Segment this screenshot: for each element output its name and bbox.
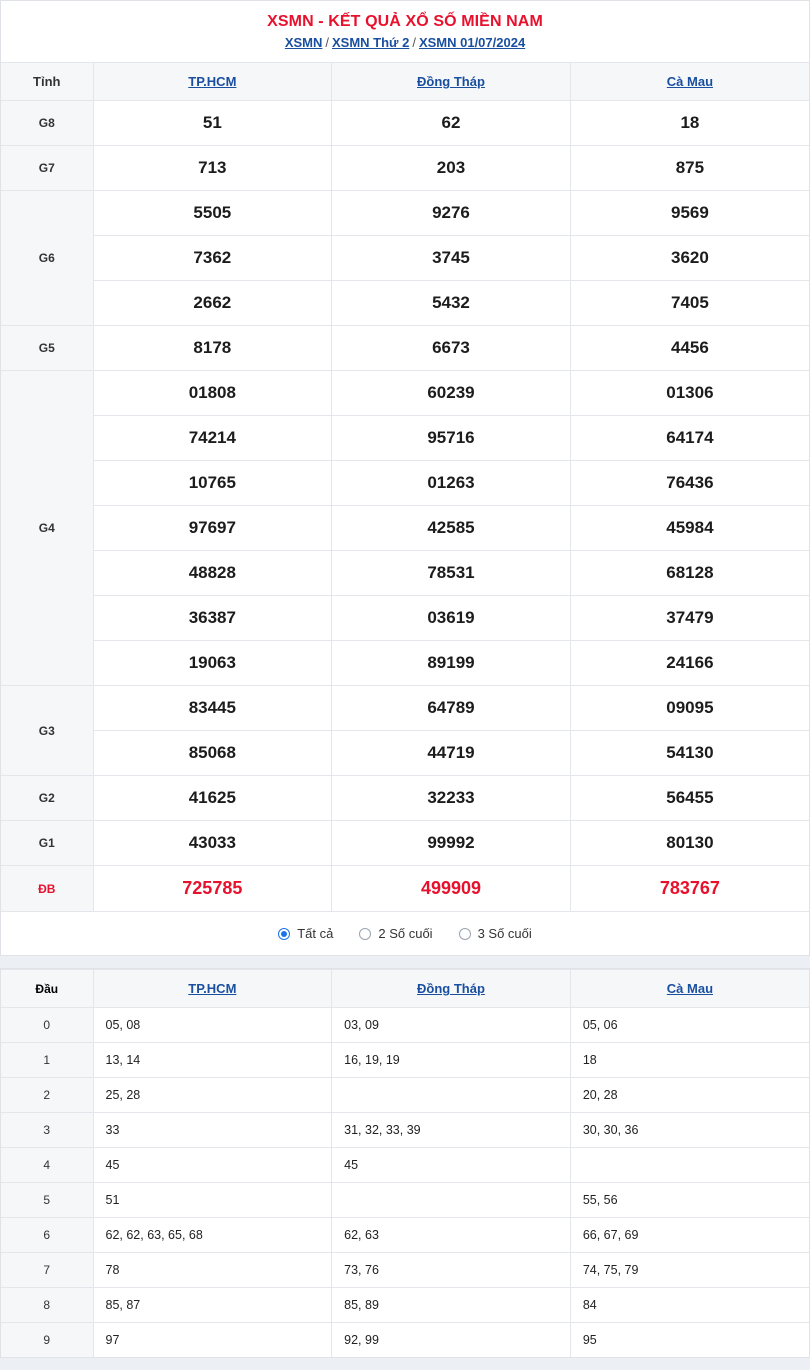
prize-number: 9276 [332, 191, 571, 236]
heads-province-link-tphcm[interactable]: TP.HCM [188, 981, 237, 996]
prize-number: 4456 [570, 326, 809, 371]
list-item [1, 1078, 809, 1113]
head-values: 85, 89 [332, 1288, 571, 1323]
prize-number: 42585 [332, 506, 571, 551]
head-values: 16, 19, 19 [332, 1043, 571, 1078]
results-header-tphcm [93, 63, 332, 101]
filter-label-2-digits: 2 Số cuối [378, 926, 433, 941]
prize-number: 7362 [93, 236, 332, 281]
prize-number: 97697 [93, 506, 332, 551]
head-digit: 6 [1, 1218, 93, 1253]
prize-number: 03619 [332, 596, 571, 641]
prize-number: 783767 [570, 866, 809, 912]
filter-radio-group [1, 911, 809, 955]
prize-number: 54130 [570, 731, 809, 776]
head-values: 78 [93, 1253, 332, 1288]
head-values: 33 [93, 1113, 332, 1148]
prize-number: 99992 [332, 821, 571, 866]
prize-number: 45984 [570, 506, 809, 551]
head-digit: 3 [1, 1113, 93, 1148]
results-header-camau [570, 63, 809, 101]
heads-header-tphcm [93, 970, 332, 1008]
table-row [1, 641, 809, 686]
head-values: 13, 14 [93, 1043, 332, 1078]
results-body [1, 101, 809, 912]
heads-province-link-dongthap[interactable]: Đồng Tháp [417, 981, 485, 996]
table-row [1, 236, 809, 281]
results-header-province-label: Tỉnh [1, 63, 93, 101]
heads-header-dau: Đầu [1, 970, 93, 1008]
heads-header-camau [570, 970, 809, 1008]
head-values: 73, 76 [332, 1253, 571, 1288]
filter-option-3-digits[interactable] [459, 926, 532, 941]
head-digit: 4 [1, 1148, 93, 1183]
province-link-tphcm[interactable]: TP.HCM [188, 74, 237, 89]
prize-number: 7405 [570, 281, 809, 326]
breadcrumb-link-xsmn[interactable]: XSMN [284, 35, 323, 50]
table-row [1, 821, 809, 866]
breadcrumb-separator-1: / [325, 35, 329, 50]
prize-label: ĐB [1, 866, 93, 912]
head-values: 92, 99 [332, 1323, 571, 1358]
breadcrumb-link-weekday[interactable]: XSMN Thứ 2 [332, 35, 410, 50]
prize-number: 203 [332, 146, 571, 191]
head-values: 51 [93, 1183, 332, 1218]
list-item [1, 1148, 809, 1183]
prize-number: 24166 [570, 641, 809, 686]
prize-number: 56455 [570, 776, 809, 821]
filter-label-all: Tất cả [297, 926, 334, 941]
head-values: 45 [332, 1148, 571, 1183]
list-item [1, 1253, 809, 1288]
prize-number: 64789 [332, 686, 571, 731]
prize-number: 41625 [93, 776, 332, 821]
table-row [1, 416, 809, 461]
prize-number: 80130 [570, 821, 809, 866]
head-values [570, 1148, 809, 1183]
head-digit: 7 [1, 1253, 93, 1288]
prize-number: 8178 [93, 326, 332, 371]
prize-number: 68128 [570, 551, 809, 596]
prize-number: 875 [570, 146, 809, 191]
prize-number: 64174 [570, 416, 809, 461]
table-row [1, 461, 809, 506]
results-header-dongthap [332, 63, 571, 101]
breadcrumb [1, 35, 809, 62]
filter-option-2-digits[interactable] [359, 926, 432, 941]
prize-number: 89199 [332, 641, 571, 686]
prize-number: 32233 [332, 776, 571, 821]
results-header-row [1, 63, 809, 101]
prize-label: G7 [1, 146, 93, 191]
prize-number: 76436 [570, 461, 809, 506]
head-values: 25, 28 [93, 1078, 332, 1113]
head-values: 74, 75, 79 [570, 1253, 809, 1288]
table-row [1, 506, 809, 551]
breadcrumb-link-date[interactable]: XSMN 01/07/2024 [418, 35, 526, 50]
head-values [332, 1183, 571, 1218]
table-row [1, 686, 809, 731]
lottery-results-table [1, 62, 809, 911]
prize-number: 83445 [93, 686, 332, 731]
head-digit: 0 [1, 1008, 93, 1043]
prize-number: 10765 [93, 461, 332, 506]
prize-number: 09095 [570, 686, 809, 731]
table-row [1, 191, 809, 236]
table-row [1, 596, 809, 641]
prize-number: 01306 [570, 371, 809, 416]
head-digit: 2 [1, 1078, 93, 1113]
prize-number: 725785 [93, 866, 332, 912]
heads-table [1, 969, 809, 1357]
list-item [1, 1183, 809, 1218]
radio-icon-all[interactable] [278, 928, 290, 940]
prize-number: 44719 [332, 731, 571, 776]
table-row [1, 731, 809, 776]
head-digit: 1 [1, 1043, 93, 1078]
head-values: 30, 30, 36 [570, 1113, 809, 1148]
table-row [1, 551, 809, 596]
head-values: 31, 32, 33, 39 [332, 1113, 571, 1148]
prize-number: 85068 [93, 731, 332, 776]
head-values: 62, 62, 63, 65, 68 [93, 1218, 332, 1253]
list-item [1, 1113, 809, 1148]
radio-icon-3-digits[interactable] [459, 928, 471, 940]
head-digit: 5 [1, 1183, 93, 1218]
list-item [1, 1288, 809, 1323]
prize-number: 43033 [93, 821, 332, 866]
prize-number: 19063 [93, 641, 332, 686]
table-row [1, 326, 809, 371]
table-row [1, 281, 809, 326]
prize-number: 74214 [93, 416, 332, 461]
head-values: 85, 87 [93, 1288, 332, 1323]
head-values: 20, 28 [570, 1078, 809, 1113]
table-row [1, 776, 809, 821]
head-digit: 8 [1, 1288, 93, 1323]
heads-header-dongthap [332, 970, 571, 1008]
head-values: 55, 56 [570, 1183, 809, 1218]
prize-label: G2 [1, 776, 93, 821]
radio-icon-2-digits[interactable] [359, 928, 371, 940]
heads-body [1, 1008, 809, 1358]
prize-number: 5505 [93, 191, 332, 236]
table-row [1, 146, 809, 191]
table-row [1, 101, 809, 146]
prize-label: G4 [1, 371, 93, 686]
province-link-dongthap[interactable]: Đồng Tháp [417, 74, 485, 89]
table-row [1, 371, 809, 416]
prize-label: G5 [1, 326, 93, 371]
prize-number: 01808 [93, 371, 332, 416]
filter-option-all[interactable] [278, 926, 333, 941]
prize-number: 499909 [332, 866, 571, 912]
heads-card [0, 968, 810, 1358]
province-link-camau[interactable]: Cà Mau [666, 74, 714, 89]
head-values: 18 [570, 1043, 809, 1078]
prize-number: 01263 [332, 461, 571, 506]
prize-number: 51 [93, 101, 332, 146]
prize-number: 62 [332, 101, 571, 146]
prize-label: G8 [1, 101, 93, 146]
prize-number: 2662 [93, 281, 332, 326]
prize-number: 95716 [332, 416, 571, 461]
list-item [1, 1008, 809, 1043]
prize-label: G1 [1, 821, 93, 866]
head-values: 97 [93, 1323, 332, 1358]
page-title: XSMN - KẾT QUẢ XỔ SỐ MIỀN NAM [267, 13, 543, 30]
head-values: 62, 63 [332, 1218, 571, 1253]
prize-number: 713 [93, 146, 332, 191]
prize-number: 48828 [93, 551, 332, 596]
prize-number: 5432 [332, 281, 571, 326]
prize-number: 3745 [332, 236, 571, 281]
heads-province-link-camau[interactable]: Cà Mau [666, 981, 714, 996]
prize-number: 60239 [332, 371, 571, 416]
head-digit: 9 [1, 1323, 93, 1358]
list-item [1, 1218, 809, 1253]
head-values: 45 [93, 1148, 332, 1183]
prize-label: G3 [1, 686, 93, 776]
heads-header-row [1, 970, 809, 1008]
filter-label-3-digits: 3 Số cuối [477, 926, 532, 941]
prize-number: 18 [570, 101, 809, 146]
head-values: 84 [570, 1288, 809, 1323]
list-item [1, 1043, 809, 1078]
prize-number: 6673 [332, 326, 571, 371]
head-values: 03, 09 [332, 1008, 571, 1043]
prize-number: 3620 [570, 236, 809, 281]
prize-number: 36387 [93, 596, 332, 641]
head-values: 95 [570, 1323, 809, 1358]
breadcrumb-separator-2: / [412, 35, 416, 50]
prize-number: 9569 [570, 191, 809, 236]
prize-label: G6 [1, 191, 93, 326]
table-row [1, 866, 809, 912]
list-item [1, 1323, 809, 1358]
head-values [332, 1078, 571, 1113]
head-values: 05, 06 [570, 1008, 809, 1043]
prize-number: 78531 [332, 551, 571, 596]
head-values: 05, 08 [93, 1008, 332, 1043]
head-values: 66, 67, 69 [570, 1218, 809, 1253]
prize-number: 37479 [570, 596, 809, 641]
